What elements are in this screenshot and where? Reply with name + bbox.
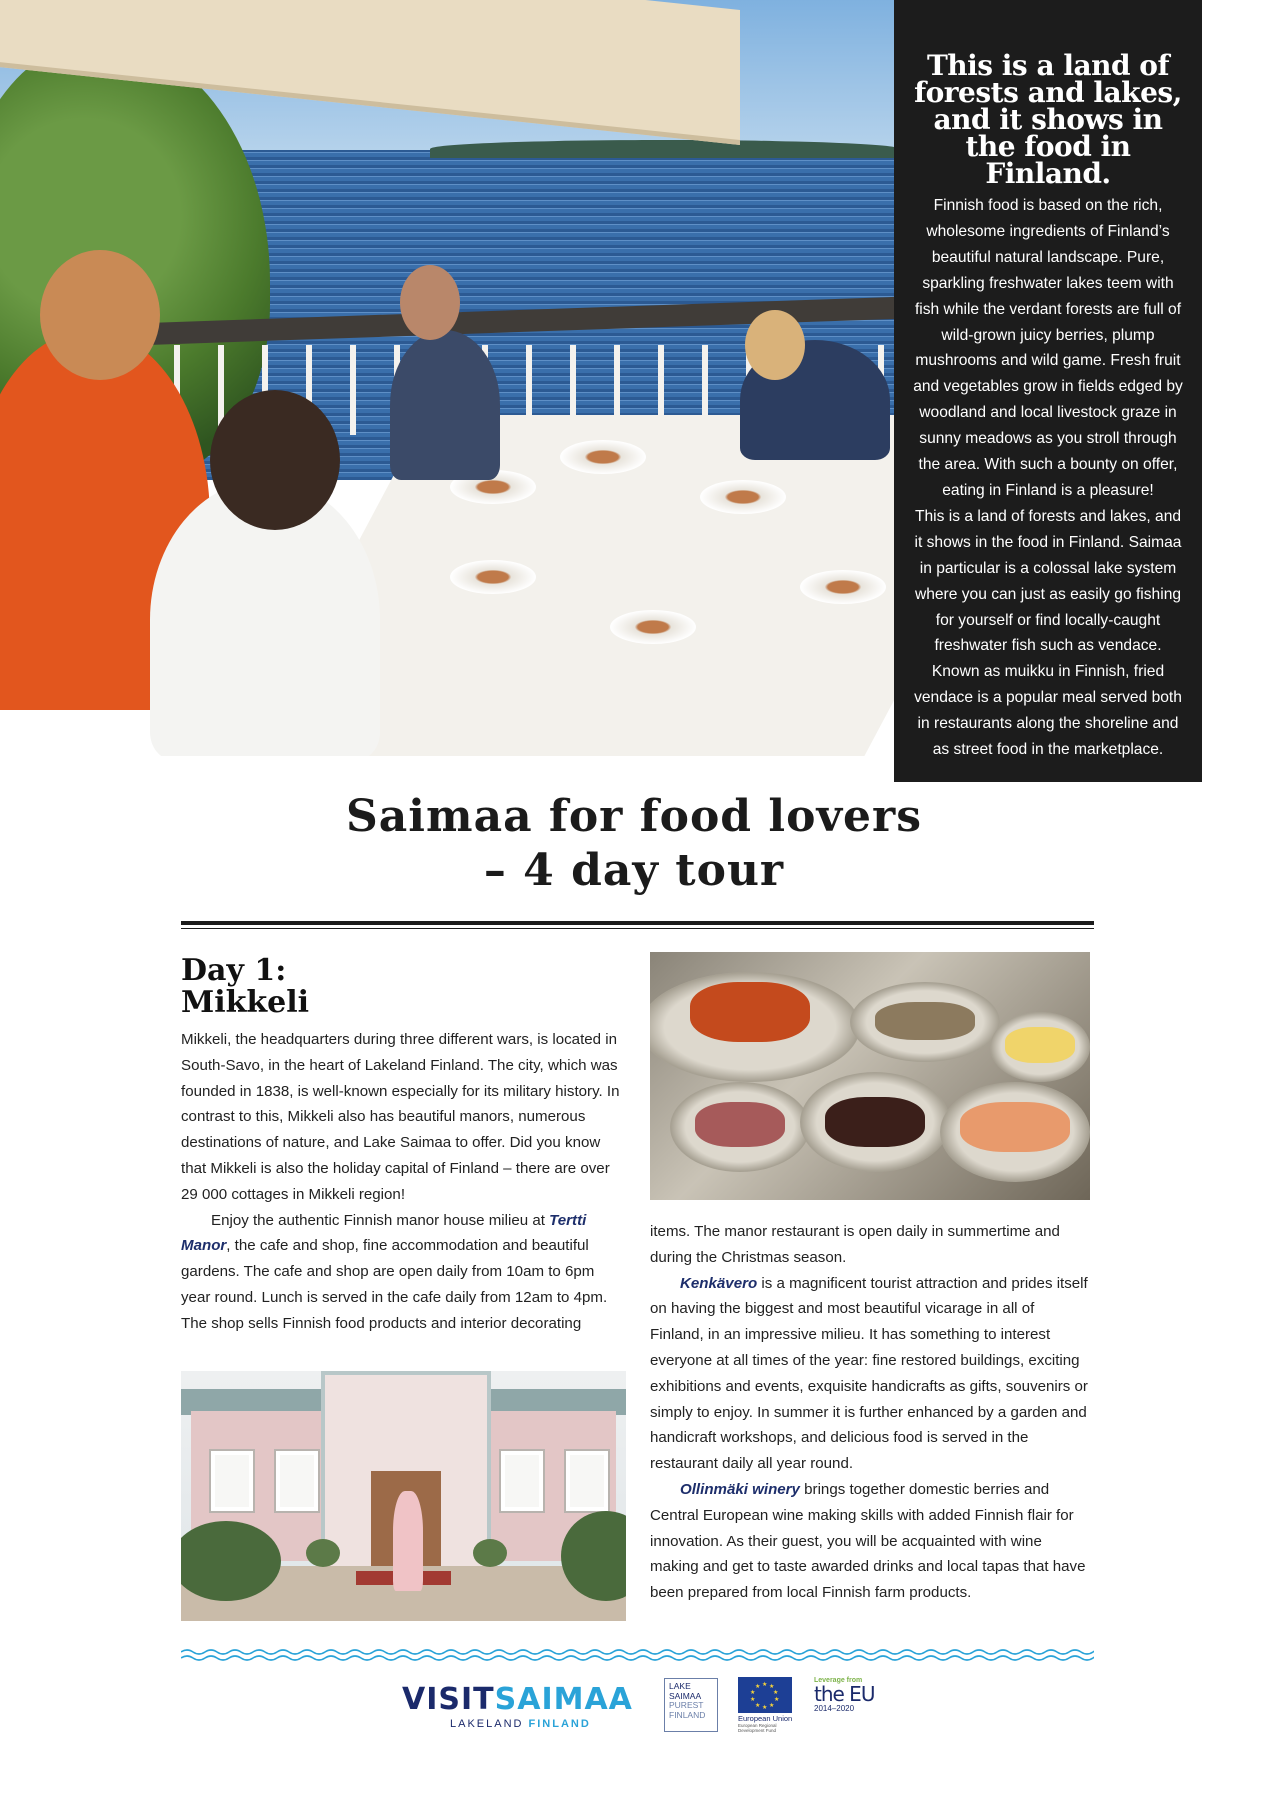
logo-text: European Union <box>738 1714 793 1723</box>
roe <box>825 1097 925 1147</box>
title-divider <box>181 921 1094 925</box>
intro-paragraph: This is a land of forests and lakes, and it shows in the food in Finland. Saimaa in particular is a colossal lake system where you can just as easily go fishing for yourself or find locally-caught freshwater fish such as vendace. Known as muikku in Finnish, fried vendace is a popular meal served both in restaurants along the shoreline and as street food in the marketplace. <box>914 507 1182 759</box>
sprats <box>875 1002 975 1040</box>
eggs <box>1005 1027 1075 1063</box>
window <box>501 1451 543 1511</box>
window <box>211 1451 253 1511</box>
window <box>276 1451 318 1511</box>
plate <box>610 610 696 644</box>
title-line: Saimaa for food lovers <box>346 791 922 842</box>
day-heading <box>181 955 309 1019</box>
eu-flag-logo <box>738 1677 798 1733</box>
logo-text: SAIMAA <box>494 1682 633 1717</box>
leverage-eu-logo <box>814 1677 876 1713</box>
venue-name-tertti: Tertti Manor <box>181 1211 587 1255</box>
cured-meat <box>695 1102 785 1147</box>
body-paragraph <box>181 1208 626 1337</box>
text-run: , the cafe and shop, fine accommodation and beautiful gardens. The cafe and shop are open daily from 10am to 6pm year round. Lunch is served in the cafe daily from 12am to 4pm. The shop sells Finnish food products and interior decorating <box>181 1237 608 1332</box>
head <box>745 310 805 380</box>
seafood-platter-photo <box>650 952 1090 1200</box>
window <box>566 1451 608 1511</box>
far-shore <box>430 140 894 158</box>
lake-saimaa-logo <box>664 1678 718 1732</box>
plate <box>450 560 536 594</box>
logo-text: European Regional Development Fund <box>738 1723 777 1733</box>
day-label: Day 1: <box>181 953 287 988</box>
body-paragraph: items. The manor restaurant is open daily in summertime and during the Christmas season. <box>650 1223 1060 1266</box>
hero-photo-lakeside-dinner <box>0 0 894 756</box>
plate <box>800 570 886 604</box>
text-run: brings together domestic berries and Central European wine making skills with added Finnish flair for innovation. As their guest, you will be acquainted with wine making and get to taste awarded drinks and local tapas that have been prepared from local Finnish farm products. <box>650 1480 1086 1602</box>
head <box>400 265 460 340</box>
lakeland-finland-tagline <box>402 1718 634 1730</box>
plate <box>700 480 786 514</box>
title-divider-thin <box>181 928 1094 929</box>
left-column-text <box>181 1027 626 1337</box>
person-navy-shirt <box>390 330 500 480</box>
visit-saimaa-wordmark <box>402 1684 634 1716</box>
venue-name-kenkavero: Kenkävero <box>680 1274 758 1292</box>
logo-text: the EU <box>814 1682 875 1706</box>
right-column-text <box>650 1219 1090 1606</box>
eu-stars-icon: ★ ★ ★ ★ ★ ★ ★ ★ ★ ★ <box>738 1677 792 1713</box>
body-paragraph <box>650 1271 1090 1477</box>
logo-text: LAKE SAIMAA <box>669 1681 702 1701</box>
logo-text: VISIT <box>402 1682 495 1717</box>
logo-text: Leverage from <box>814 1677 863 1684</box>
day-place: Mikkeli <box>181 985 310 1020</box>
venue-name-ollinmaki: Ollinmäki winery <box>680 1480 800 1498</box>
text-run: Enjoy the authentic Finnish manor house milieu at <box>211 1211 550 1229</box>
wave-divider <box>181 1648 1094 1662</box>
intro-heading: This is a land of forests and lakes, and it shows in the food in Finland. <box>914 49 1182 190</box>
salmon <box>960 1102 1070 1152</box>
planter <box>306 1539 340 1567</box>
intro-paragraph: Finnish food is based on the rich, wholesome ingredients of Finland’s beautiful natural landscape. Pure, sparkling freshwater lakes teem with fish while the verdant forests are full of wild-grown juicy berries, plump mushrooms and wild game. Fresh fruit and vegetables grow in fields edged by woodland and local livestock graze in sunny meadows as you stroll through the area. With such a bounty on offer, eating in Finland is a pleasure! <box>913 197 1183 499</box>
body-paragraph: Mikkeli, the headquarters during three different wars, is located in South-Savo, in the heart of Lakeland Finland. The city, which was founded in 1838, is well-known especially for its military history. In contrast to this, Mikkeli also has beautiful manors, numerous destinations of nature, and Lake Saimaa to offer. Did you know that Mikkeli is also the holiday capital of Finland – there are over 29 000 cottages in Mikkeli region! <box>181 1031 620 1203</box>
plate <box>560 440 646 474</box>
head <box>40 250 160 380</box>
logo-text: LAKELAND <box>450 1718 529 1730</box>
page-title <box>0 790 1268 898</box>
manor-house-photo <box>181 1371 626 1621</box>
logo-text: 2014–2020 <box>814 1704 855 1713</box>
body-paragraph <box>650 1477 1090 1606</box>
planter <box>473 1539 507 1567</box>
head <box>210 390 340 530</box>
intro-panel <box>894 0 1202 782</box>
crayfish <box>690 982 810 1042</box>
visit-saimaa-logo <box>402 1684 634 1740</box>
woman-in-pink-dress <box>393 1491 423 1591</box>
title-line: – 4 day tour <box>483 845 785 896</box>
logo-text: PUREST FINLAND <box>669 1700 706 1720</box>
text-run: is a magnificent tourist attraction and prides itself on having the biggest and most beautiful vicarage in all of Finland, in an impressive milieu. It has something to interest everyone at all times of the year: fine restored buildings, exciting exhibitions and events, exquisite handicrafts as gifts, souvenirs or simply to enjoy. In summer it is further enhanced by a garden and handicraft workshops, and delicious food is served in the restaurant daily all year round. <box>650 1274 1088 1473</box>
logo-text: FINLAND <box>528 1718 591 1730</box>
